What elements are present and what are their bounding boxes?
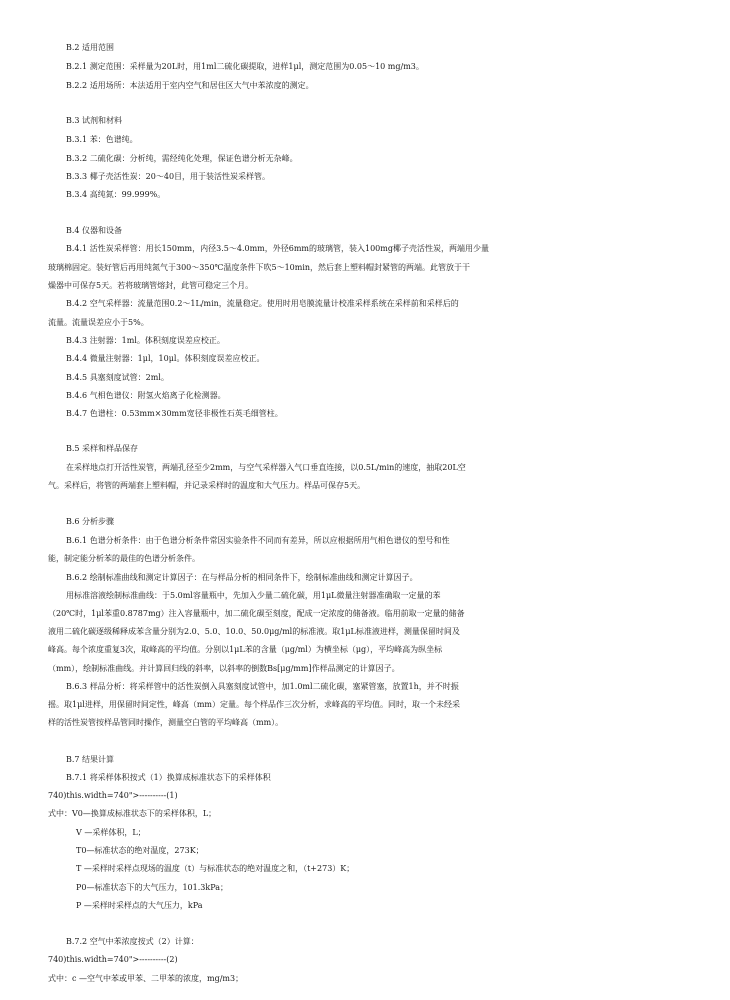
paragraph-b7-1: B.7.1 将采样体积按式（1）换算成标准状态下的采样体积 [66,773,271,782]
paragraph-b4-1-line3: 燥器中可保存5天。若将玻璃管熔封，此管可稳定三个月。 [48,281,254,290]
paragraph-std-line5: （mm），绘制标准曲线。并计算回归线的斜率，以斜率的倒数Bs[μg/mm]作样品测定的计算因子。 [48,664,400,673]
paragraph-std-line3: 液用二硫化碳逐级稀释成苯含量分别为2.0、5.0、10.0、50.0μg/ml的标准液。取1μL标准液进样，测量保留时间及 [48,627,460,636]
paragraph-b5-line2: 气。采样后，将管的两端套上塑料帽，并记录采样时的温度和大气压力。样品可保存5天。 [48,481,366,490]
paragraph-b4-6: B.4.6 气相色谱仪：附氢火焰离子化检测器。 [66,391,226,400]
paragraph-b6-3-line2: 摇。取1μl进样，用保留时间定性，峰高（mm）定量。每个样品作三次分析，求峰高的平均值。同时，取一个未经采 [48,700,461,709]
definition-p: P —采样时采样点的大气压力，kPa [76,901,203,910]
definition-t0: T0—标准状态的绝对温度，273K； [76,846,204,855]
paragraph-b2-1: B.2.1 测定范围：采样量为20L时，用1ml二硫化碳提取，进样1μl，测定范围为0.05～10 mg/m3。 [66,62,424,71]
paragraph-b4-3: B.4.3 注射器：1ml。体积刻度误差应校正。 [66,336,225,345]
paragraph-b3-4: B.3.4 高纯氮：99.999%。 [66,190,166,199]
definition-p0: P0—标准状态下的大气压力，101.3kPa； [76,883,229,892]
paragraph-b4-4: B.4.4 微量注射器：1μl，10μl。体积刻度误差应校正。 [66,354,265,363]
paragraph-b4-2-line1: B.4.2 空气采样器：流量范围0.2～1L/min，流量稳定。使用时用皂膜流量计校准采样系统在采样前和采样后的 [66,299,459,308]
paragraph-b4-7: B.4.7 色谱柱：0.53mm×30mm宽径非极性石英毛细管柱。 [66,409,283,418]
paragraph-std-line4: 峰高。每个浓度重复3次，取峰高的平均值。分别以1μL苯的含量（μg/ml）为横坐标（μg），平均峰高为纵坐标 [48,645,443,654]
paragraph-std-line1: 用标准溶液绘制标准曲线：于5.0ml容量瓶中，先加入少量二硫化碳，用1μL微量注射器准确取一定量的苯 [66,591,441,600]
equation-2: 740)this.width=740">----------(2) [48,955,178,964]
paragraph-b6-1-line1: B.6.1 色谱分析条件：由于色谱分析条件常因实验条件不同而有差异，所以应根据所用气相色谱仪的型号和性 [66,536,450,545]
section-heading-b4: B.4 仪器和设备 [66,226,123,235]
paragraph-b5-line1: 在采样地点打开活性炭管，两端孔径至少2mm，与空气采样器入气口垂直连接，以0.5L/min的速度，抽取20L空 [66,463,466,472]
section-heading-b2: B.2 适用范围 [66,43,115,52]
paragraph-b4-1-line1: B.4.1 活性炭采样管：用长150mm，内径3.5～4.0mm，外径6mm的玻璃管，装入100mg椰子壳活性炭，两端用少量 [66,244,489,253]
paragraph-b6-3-line1: B.6.3 样品分析：将采样管中的活性炭倒入具塞刻度试管中，加1.0ml二硫化碳，塞紧管塞，放置1h，并不时振 [66,682,459,691]
section-heading-b5: B.5 采样和样品保存 [66,444,139,453]
where-clause-2: 式中：c —空气中苯或甲苯、二甲苯的浓度，mg/m3； [48,974,244,983]
paragraph-b4-5: B.4.5 具塞刻度试管：2ml。 [66,373,169,382]
definition-t: T —采样时采样点现场的温度（t）与标准状态的绝对温度之和，（t+273）K； [76,864,355,873]
paragraph-b6-3-line3: 样的活性炭管按样品管同时操作，测量空白管的平均峰高（mm）。 [48,718,284,727]
equation-1: 740)this.width=740">----------(1) [48,791,178,800]
paragraph-b3-1: B.3.1 苯：色谱纯。 [66,135,138,144]
paragraph-b6-2: B.6.2 绘制标准曲线和测定计算因子：在与样品分析的相同条件下，绘制标准曲线和测定计算因子。 [66,573,418,582]
paragraph-b6-1-line2: 能，制定能分析苯的最佳的色谱分析条件。 [48,554,200,563]
section-heading-b3: B.3 试剂和材料 [66,116,123,125]
paragraph-b3-3: B.3.3 椰子壳活性炭：20～40目，用于装活性炭采样管。 [66,172,271,181]
paragraph-b2-2: B.2.2 适用场所：本法适用于室内空气和居住区大气中苯浓度的测定。 [66,81,314,90]
paragraph-b3-2: B.3.2 二硫化碳：分析纯，需经纯化处理，保证色谱分析无杂峰。 [66,154,298,163]
definition-v: V —采样体积，L； [76,828,146,837]
section-heading-b7: B.7 结果计算 [66,755,115,764]
paragraph-b7-2: B.7.2 空气中苯浓度按式（2）计算： [66,937,199,946]
paragraph-std-line2: （20℃时，1μl苯重0.8787mg）注入容量瓶中，加二硫化碳至刻度，配成一定浓度的储备液。临用前取一定量的储备 [48,609,465,618]
where-clause-1: 式中：V0—换算成标准状态下的采样体积，L； [48,809,217,818]
paragraph-b4-2-line2: 流量。流量误差应小于5%。 [48,318,149,327]
section-heading-b6: B.6 分析步骤 [66,517,115,526]
paragraph-b4-1-line2: 玻璃棉固定。装好管后再用纯氮气于300～350℃温度条件下吹5～10min，然后套上塑料帽封紧管的两端。此管放于干 [48,263,471,272]
